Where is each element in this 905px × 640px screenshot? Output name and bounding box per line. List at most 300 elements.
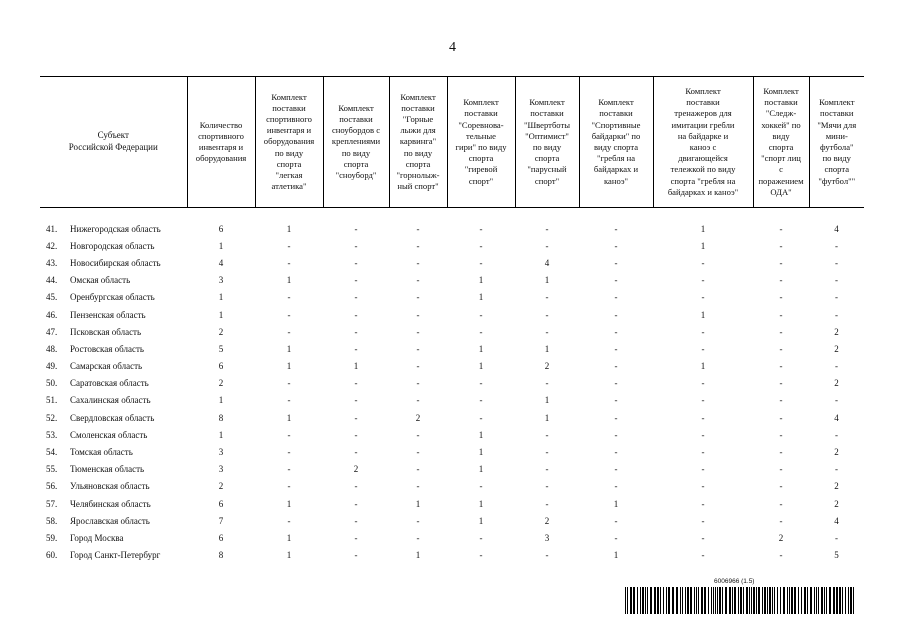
header-line: по виду — [274, 147, 304, 158]
table-cell: - — [701, 292, 705, 303]
table-cell: - — [287, 240, 291, 251]
barcode-bar — [845, 587, 846, 614]
table-cell: 1 — [478, 343, 484, 354]
table-cell: 2 — [834, 447, 839, 458]
row-number: 59. — [46, 532, 58, 543]
region-name: Оренбургская область — [70, 292, 155, 303]
table-cell: - — [354, 447, 358, 458]
table-cell: - — [614, 395, 618, 406]
table-cell: 6 — [218, 361, 224, 372]
table-cell: - — [779, 240, 783, 251]
table-cell: - — [701, 481, 705, 492]
header-line: "гиревой — [464, 164, 498, 175]
barcode-bar — [698, 587, 699, 614]
table-cell: - — [614, 223, 618, 234]
region-name: Пензенская область — [70, 309, 146, 320]
header-line: спорта "гребля на — [670, 175, 736, 186]
barcode-bar — [751, 587, 752, 614]
table-cell: - — [614, 378, 618, 389]
barcode-bar — [672, 587, 674, 614]
table-cell: - — [354, 240, 358, 251]
table-cell: 1 — [218, 395, 224, 406]
table-cell: 5 — [218, 343, 224, 354]
column-header — [255, 77, 323, 208]
table-cell: - — [779, 481, 783, 492]
table-cell: - — [416, 343, 420, 354]
table-cell: 1 — [353, 361, 359, 372]
table-cell: - — [614, 464, 618, 475]
table-cell: - — [614, 240, 618, 251]
row-number: 47. — [46, 326, 58, 337]
header-line: Комплект — [598, 97, 634, 108]
barcode-bar — [780, 587, 781, 614]
table-cell: - — [614, 309, 618, 320]
table-cell: - — [779, 395, 783, 406]
table-cell: 1 — [613, 498, 619, 509]
barcode-bar — [650, 587, 652, 614]
header-line: спорта — [534, 153, 560, 164]
barcode-bar — [758, 587, 760, 614]
table-cell: - — [479, 223, 483, 234]
table-cell: - — [779, 343, 783, 354]
table-cell: - — [545, 223, 549, 234]
table-cell: - — [479, 378, 483, 389]
table-cell: 2 — [834, 343, 839, 354]
region-name: Тюменская область — [70, 464, 145, 475]
table-cell: - — [545, 292, 549, 303]
table-cell: - — [416, 292, 420, 303]
table-cell: - — [614, 412, 618, 423]
barcode-bar — [719, 587, 721, 614]
table-cell: - — [779, 429, 783, 440]
barcode-bar — [645, 587, 646, 614]
barcode-bar — [717, 587, 718, 614]
header-line: поставки — [686, 97, 720, 108]
header-line: поставки — [820, 108, 854, 119]
table-cell: 1 — [286, 532, 292, 543]
header-line: "Оптимист" — [525, 130, 569, 141]
barcode-bar — [663, 587, 664, 614]
table-cell: - — [416, 515, 420, 526]
table-cell: - — [701, 550, 705, 561]
region-name: Ярославская область — [70, 515, 150, 526]
table-cell: 1 — [478, 429, 484, 440]
table-cell: - — [779, 361, 783, 372]
table-cell: - — [545, 429, 549, 440]
table-row — [40, 478, 864, 495]
barcode-bar — [654, 587, 656, 614]
barcode-bar — [789, 587, 790, 614]
table-cell: - — [354, 309, 358, 320]
table-cell: 7 — [218, 515, 224, 526]
table-row — [40, 254, 864, 271]
row-number: 42. — [46, 240, 58, 251]
header-line: инвентаря и — [266, 125, 312, 136]
table-cell: 2 — [834, 498, 839, 509]
table-cell: - — [354, 378, 358, 389]
table-cell: - — [479, 532, 483, 543]
barcode-bar — [738, 587, 739, 614]
table-row — [40, 409, 864, 426]
header-line: виду спорта — [593, 142, 639, 152]
table-cell: - — [416, 532, 420, 543]
barcode-bar — [734, 587, 736, 614]
table-row — [40, 512, 864, 529]
header-line: спорта — [343, 158, 369, 169]
barcode-bar — [853, 587, 854, 614]
table-cell: - — [416, 240, 420, 251]
table-cell: 6 — [218, 498, 224, 509]
column-header — [515, 77, 579, 208]
row-number: 58. — [46, 515, 58, 526]
table-cell: 2 — [415, 412, 421, 423]
table-cell: - — [701, 257, 705, 268]
row-number: 43. — [46, 257, 58, 268]
table-cell: - — [779, 275, 783, 286]
header-line: виду — [772, 130, 790, 141]
barcode-bar — [746, 587, 748, 614]
barcode-bar — [777, 587, 778, 614]
table-cell: - — [779, 550, 783, 561]
header-line: лыжи для — [400, 125, 436, 136]
table-cell: - — [835, 257, 839, 268]
table-cell: - — [354, 257, 358, 268]
table-cell: - — [835, 361, 839, 372]
header-line: поставки — [339, 114, 373, 125]
row-number: 54. — [46, 447, 58, 458]
header-line: "легкая — [275, 169, 303, 180]
header-line: байдарках и каноэ" — [667, 186, 739, 197]
header-line: имитации гребли — [671, 119, 735, 130]
table-cell: 1 — [478, 464, 484, 475]
header-line: спортивного — [266, 114, 312, 125]
barcode-bar — [708, 587, 709, 614]
table-cell: - — [354, 481, 358, 492]
header-line: поражением — [758, 175, 804, 186]
header-line: "сноуборд" — [335, 169, 377, 180]
table-cell: 1 — [700, 361, 706, 372]
region-name: Смоленская область — [70, 429, 148, 440]
table-cell: 4 — [834, 223, 839, 234]
barcode-bar — [753, 587, 755, 614]
row-number: 49. — [46, 361, 58, 372]
table-cell: 4 — [834, 412, 839, 423]
header-line: каноэ" — [603, 175, 629, 186]
header-line: хоккей" по — [761, 119, 801, 130]
table-cell: 1 — [286, 361, 292, 372]
header-line: поставки — [599, 108, 633, 119]
header-line: "горнолыж- — [396, 169, 440, 180]
document-code: 6006966 (1.5) — [714, 578, 755, 585]
table-cell: - — [287, 326, 291, 337]
region-name: Новгородская область — [70, 240, 155, 251]
region-name: Сахалинская область — [70, 395, 151, 406]
barcode-bar — [842, 587, 843, 614]
table-cell: - — [779, 498, 783, 509]
table-cell: - — [779, 464, 783, 475]
barcode-bar — [640, 587, 641, 614]
region-name: Челябинская область — [70, 498, 151, 509]
barcode-bar — [630, 587, 632, 614]
table-cell: 1 — [700, 240, 706, 251]
barcode-bar — [801, 587, 802, 614]
header-line: футбола" — [819, 142, 854, 152]
column-header — [809, 77, 864, 208]
header-line: инвентаря и — [198, 142, 244, 152]
table-cell: - — [701, 343, 705, 354]
table-cell: - — [614, 481, 618, 492]
header-line: Комплект — [529, 97, 565, 108]
header-line: сноубордов с — [331, 125, 381, 136]
table-cell: - — [416, 395, 420, 406]
table-cell: 5 — [834, 550, 839, 561]
header-line: Комплект — [463, 97, 499, 108]
barcode-bar — [743, 587, 744, 614]
header-line: гири" по виду — [455, 142, 507, 152]
table-cell: 6 — [218, 223, 224, 234]
table-cell: - — [416, 326, 420, 337]
barcode-bar — [657, 587, 659, 614]
table-row — [40, 340, 864, 357]
table-row — [40, 392, 864, 409]
barcode-bar — [839, 587, 841, 614]
barcode-bar — [772, 587, 773, 614]
table-cell: - — [779, 412, 783, 423]
column-header — [389, 77, 447, 208]
column-header — [447, 77, 515, 208]
region-name: Самарская область — [70, 361, 143, 372]
table-cell: - — [614, 515, 618, 526]
table-cell: 1 — [544, 395, 550, 406]
table-cell: 2 — [544, 515, 550, 526]
barcode-bar — [794, 587, 796, 614]
table-row — [40, 323, 864, 340]
table-cell: - — [287, 429, 291, 440]
table-cell: - — [835, 240, 839, 251]
header-line: спорта — [824, 164, 850, 175]
table-cell: 1 — [478, 515, 484, 526]
table-cell: 1 — [478, 498, 484, 509]
table-cell: - — [287, 292, 291, 303]
region-name: Ульяновская область — [70, 481, 150, 492]
table-cell: - — [835, 532, 839, 543]
header-line: "гребля на — [596, 153, 636, 164]
header-line: "Мячи для — [817, 119, 857, 130]
table-cell: - — [614, 429, 618, 440]
table-row — [40, 358, 864, 375]
table-cell: - — [701, 447, 705, 458]
barcode-bar — [764, 587, 766, 614]
row-number: 45. — [46, 292, 58, 303]
region-name: Город Москва — [70, 532, 124, 543]
table-cell: 2 — [544, 361, 550, 372]
table-cell: 2 — [778, 532, 784, 543]
table-cell: - — [416, 223, 420, 234]
header-line: оборудования — [263, 136, 315, 147]
table-cell: 1 — [478, 447, 484, 458]
table-cell: 2 — [834, 326, 839, 337]
header-line: поставки — [272, 102, 306, 113]
table-cell: 1 — [478, 292, 484, 303]
table-cell: - — [354, 326, 358, 337]
table-cell: - — [545, 240, 549, 251]
header-line: байдарках и — [593, 164, 639, 175]
table-cell: - — [416, 429, 420, 440]
column-header — [753, 77, 809, 208]
barcode-bar — [687, 587, 689, 614]
table-cell: - — [354, 395, 358, 406]
header-line: тренажеров для — [674, 108, 732, 119]
table-cell: - — [479, 395, 483, 406]
barcode-bar — [732, 587, 733, 614]
table-cell: - — [479, 240, 483, 251]
barcode-bar — [769, 587, 771, 614]
table-cell: - — [545, 498, 549, 509]
table-cell: - — [479, 326, 483, 337]
column-header — [323, 77, 389, 208]
header-line: "Соревнова- — [458, 119, 504, 130]
header-line: поставки — [401, 102, 435, 113]
table-cell: 1 — [286, 550, 292, 561]
barcode-bar — [767, 587, 768, 614]
table-cell: - — [835, 429, 839, 440]
barcode-bar — [774, 587, 775, 614]
barcode-bar — [701, 587, 703, 614]
header-line: спорт" — [468, 175, 494, 186]
barcode-bar — [682, 587, 683, 614]
row-number: 46. — [46, 309, 58, 320]
header-line: "Горные — [402, 114, 434, 125]
table-cell: - — [779, 292, 783, 303]
table-row — [40, 237, 864, 254]
barcode-bar — [666, 587, 667, 614]
header-line: по виду — [403, 147, 433, 158]
header-line: на байдарке и — [677, 130, 729, 141]
header-line: Субъект — [97, 130, 129, 141]
table-cell: - — [287, 395, 291, 406]
table-cell: - — [287, 464, 291, 475]
table-cell: 1 — [544, 412, 550, 423]
barcode-bar — [715, 587, 716, 614]
table-header — [40, 77, 864, 208]
header-line: поставки — [530, 108, 564, 119]
table-cell: 1 — [415, 498, 421, 509]
table-cell: - — [479, 550, 483, 561]
table-cell: - — [701, 326, 705, 337]
barcode-bar — [762, 587, 763, 614]
row-number: 50. — [46, 378, 58, 389]
table-cell: 1 — [700, 309, 706, 320]
table-cell: 1 — [613, 550, 619, 561]
table-cell: - — [835, 464, 839, 475]
region-name: Ростовская область — [70, 343, 144, 354]
column-header — [187, 77, 255, 208]
table-cell: 2 — [353, 464, 359, 475]
barcode-bar — [690, 587, 692, 614]
table-cell: 1 — [218, 240, 224, 251]
barcode-bar — [722, 587, 723, 614]
table-cell: - — [416, 378, 420, 389]
barcode-bar — [787, 587, 788, 614]
table-cell: - — [416, 447, 420, 458]
table-cell: - — [779, 257, 783, 268]
table-cell: - — [779, 515, 783, 526]
table-cell: - — [614, 343, 618, 354]
row-number: 56. — [46, 481, 58, 492]
table-cell: - — [701, 515, 705, 526]
table-row — [40, 547, 864, 564]
row-number: 55. — [46, 464, 58, 475]
table-cell: - — [287, 257, 291, 268]
header-line: с — [779, 164, 783, 175]
table-cell: 2 — [218, 378, 224, 389]
table-cell: - — [416, 464, 420, 475]
barcode-bar — [685, 587, 686, 614]
barcode-bar — [798, 587, 799, 614]
header-line: поставки — [464, 108, 498, 119]
table-cell: - — [354, 532, 358, 543]
header-line: Комплект — [400, 91, 436, 102]
barcode-bar — [836, 587, 838, 614]
row-number: 48. — [46, 343, 58, 354]
row-number: 51. — [46, 395, 58, 406]
table-cell: - — [354, 515, 358, 526]
header-line: спортивного — [198, 130, 244, 141]
barcode-bar — [814, 587, 815, 614]
barcode-bar — [668, 587, 670, 614]
header-line: по виду — [532, 142, 562, 152]
table-row — [40, 220, 864, 237]
table-cell: - — [701, 532, 705, 543]
table-cell: - — [779, 326, 783, 337]
table-cell: - — [779, 223, 783, 234]
barcode-bar — [833, 587, 835, 614]
table-row — [40, 461, 864, 478]
table-cell: - — [545, 326, 549, 337]
table-cell: - — [779, 447, 783, 458]
table-cell: - — [479, 412, 483, 423]
barcode-bar — [807, 587, 808, 614]
table-cell: - — [416, 361, 420, 372]
barcode-bar — [804, 587, 806, 614]
table-cell: - — [287, 447, 291, 458]
table-cell: 2 — [218, 481, 224, 492]
header-line: Комплект — [338, 102, 374, 113]
table-cell: - — [354, 498, 358, 509]
table-cell: 8 — [218, 550, 224, 561]
header-line: спорта — [468, 153, 494, 164]
table-cell: 4 — [218, 257, 224, 268]
table-cell: - — [614, 532, 618, 543]
header-line: тельные — [466, 130, 496, 141]
table-cell: - — [287, 309, 291, 320]
table-cell: 1 — [478, 275, 484, 286]
header-line: по виду — [822, 153, 851, 164]
region-name: Саратовская область — [70, 378, 149, 389]
table-cell: 2 — [834, 481, 839, 492]
table-cell: - — [545, 309, 549, 320]
header-line: тележкой по виду — [670, 164, 736, 175]
table-cell: 1 — [218, 429, 224, 440]
table-cell: - — [354, 292, 358, 303]
barcode-bar — [824, 587, 825, 614]
table-cell: 1 — [700, 223, 706, 234]
table-cell: - — [354, 550, 358, 561]
barcode-bar — [725, 587, 727, 614]
table-cell: - — [545, 550, 549, 561]
table-cell: 3 — [544, 532, 550, 543]
table-cell: 4 — [544, 257, 550, 268]
